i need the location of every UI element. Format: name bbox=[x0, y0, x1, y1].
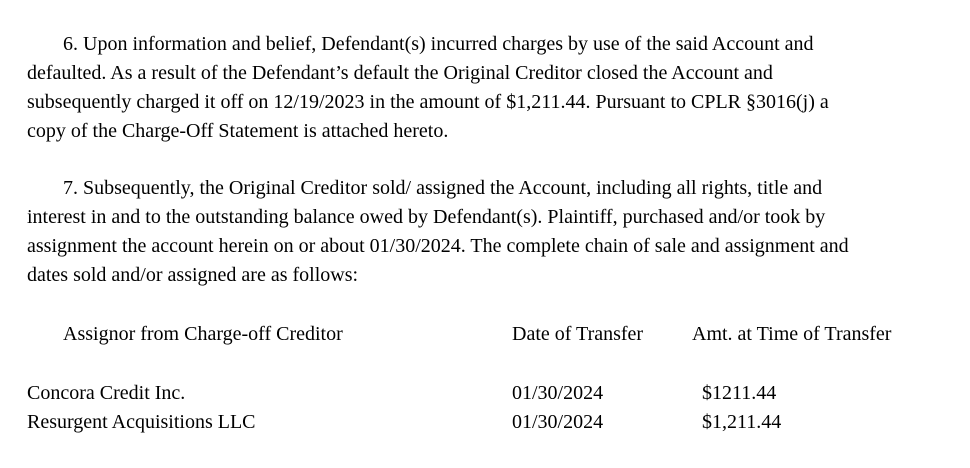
paragraph-6-line: 6. Upon information and belief, Defendant(s) incurred charges by use of the said Account and bbox=[63, 33, 814, 55]
row-2-assignor: Resurgent Acquisitions LLC bbox=[27, 411, 256, 433]
row-2-amount: $1,211.44 bbox=[702, 411, 782, 433]
header-amount-at-transfer: Amt. at Time of Transfer bbox=[692, 323, 892, 345]
paragraph-7-line: interest in and to the outstanding balance owed by Defendant(s). Plaintiff, purchased and/or took by bbox=[27, 206, 826, 228]
paragraph-6 bbox=[27, 30, 962, 146]
paragraph-6-line: defaulted. As a result of the Defendant’s default the Original Creditor closed the Account and bbox=[27, 62, 773, 84]
paragraph-7-line: assignment the account herein on or about 01/30/2024. The complete chain of sale and assignment and bbox=[27, 235, 849, 257]
row-2-date: 01/30/2024 bbox=[512, 411, 604, 433]
row-1-date: 01/30/2024 bbox=[512, 382, 604, 404]
row-1-assignor: Concora Credit Inc. bbox=[27, 382, 186, 404]
paragraph-7-line: 7. Subsequently, the Original Creditor sold/ assigned the Account, including all rights, title and bbox=[63, 177, 823, 199]
paragraph-7 bbox=[27, 174, 962, 290]
row-1-amount: $1211.44 bbox=[702, 382, 777, 404]
header-date-of-transfer: Date of Transfer bbox=[512, 323, 644, 345]
header-assignor: Assignor from Charge-off Creditor bbox=[63, 323, 343, 345]
paragraph-6-line: subsequently charged it off on 12/19/2023 in the amount of $1,211.44. Pursuant to CPLR §3016(j) a bbox=[27, 91, 829, 113]
paragraph-6-line: copy of the Charge-Off Statement is attached hereto. bbox=[27, 120, 449, 142]
paragraph-7-line: dates sold and/or assigned are as follows: bbox=[27, 264, 359, 286]
